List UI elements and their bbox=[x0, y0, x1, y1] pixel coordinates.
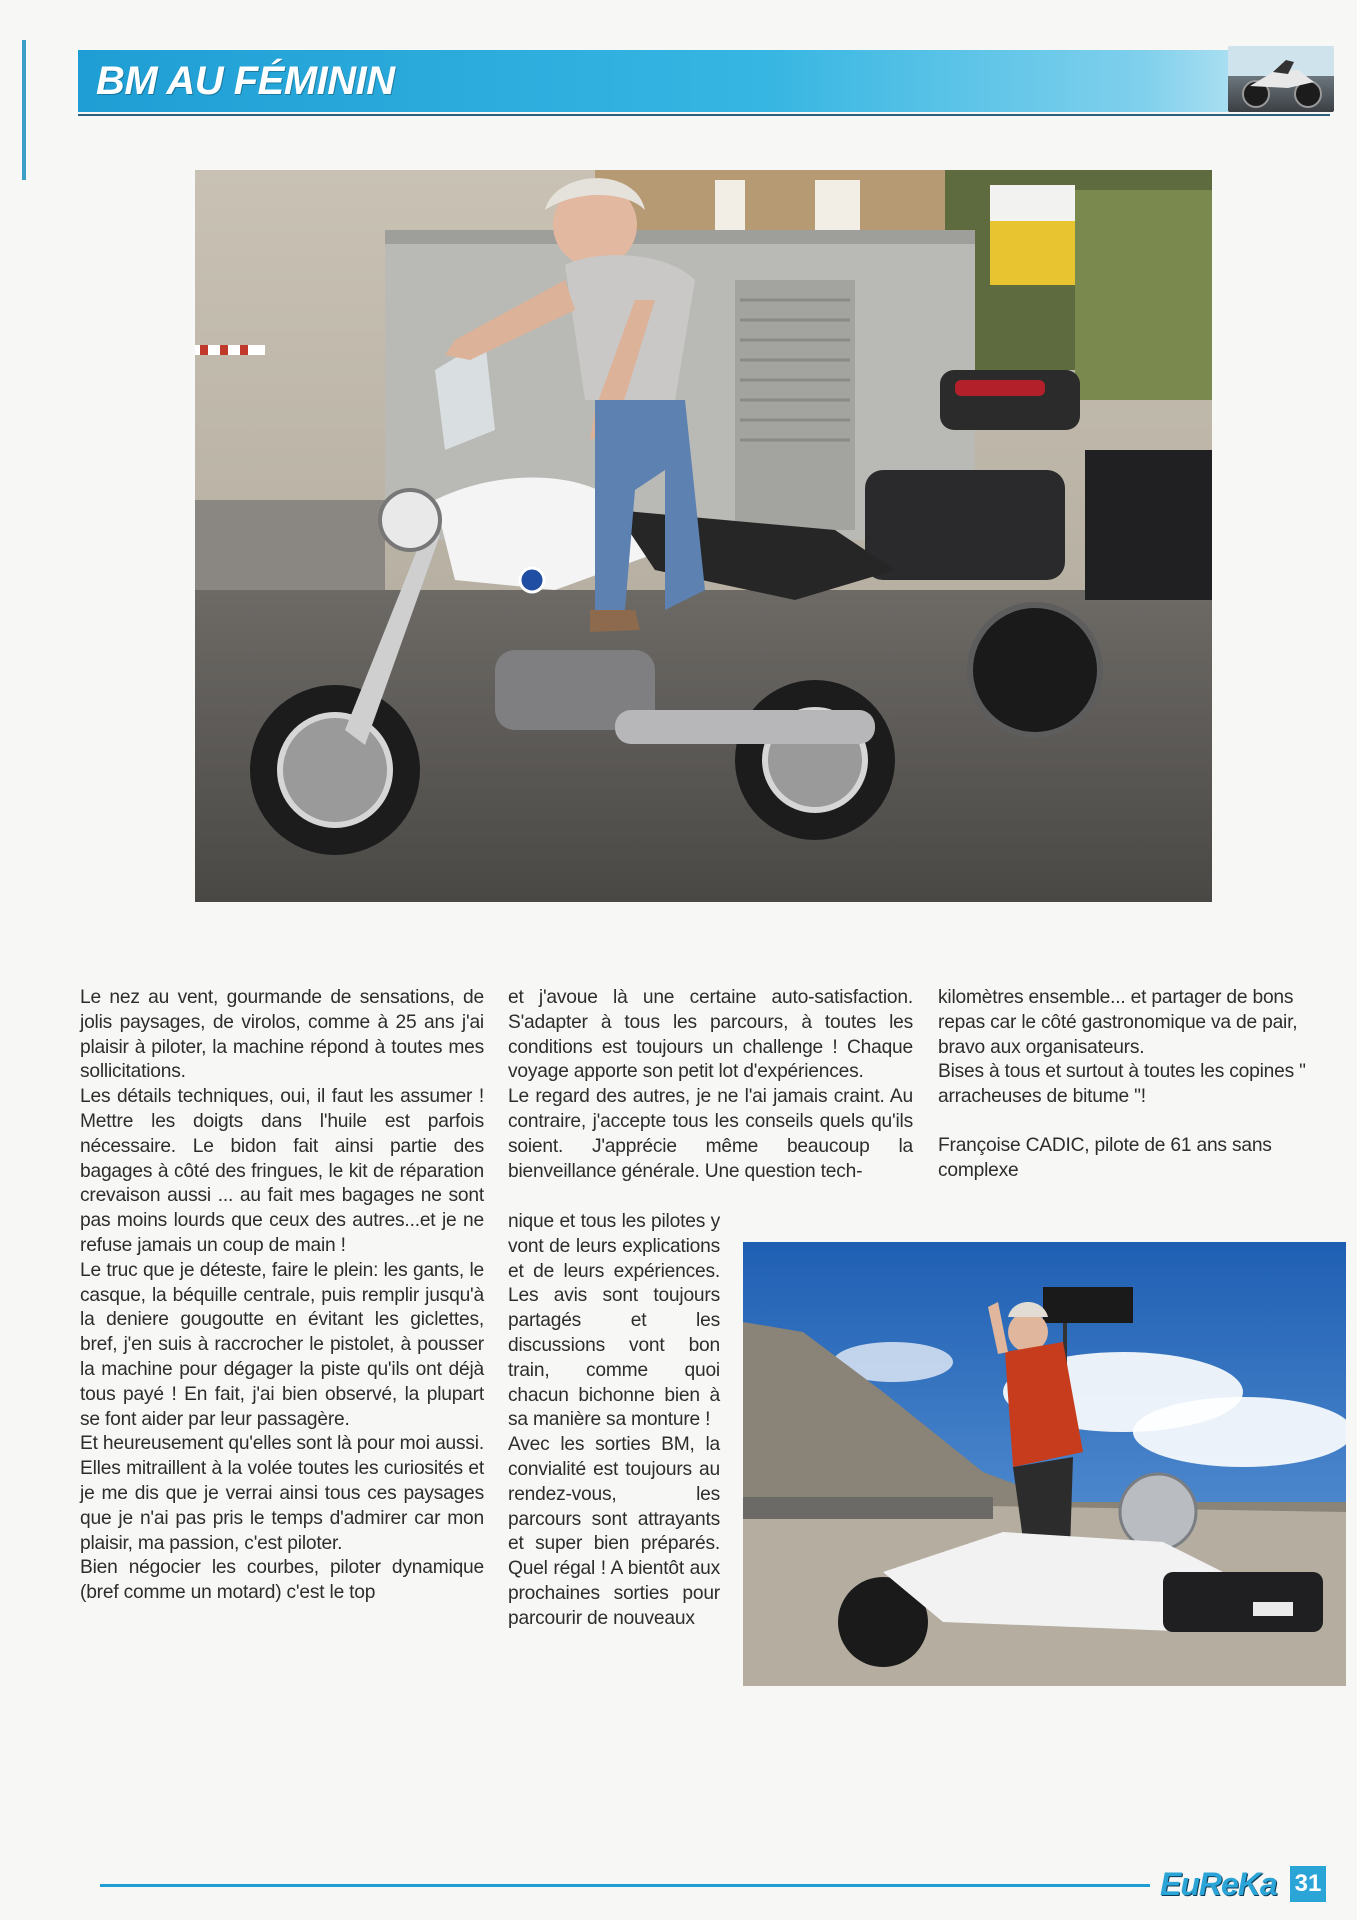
page-number: 31 bbox=[1290, 1866, 1326, 1902]
paragraph: Le regard des autres, je ne l'ai jamais craint. Au contraire, j'accepte tous les conseils quels qu'ils soient. J'apprécie même beaucoup la bienveillance générale. Une question tech- bbox=[508, 1086, 913, 1182]
magazine-logo: EuReKa bbox=[1160, 1866, 1277, 1902]
second-photo bbox=[743, 1242, 1346, 1686]
footer-rule bbox=[100, 1884, 1150, 1887]
header-rule bbox=[78, 114, 1330, 116]
paragraph: Le nez au vent, gourmande de sensations, de jolis paysages, de virolos, comme à 25 ans j'ai plaisir à piloter, la machine répond à toutes mes sollicitations. bbox=[80, 987, 484, 1083]
paragraph: Et heureusement qu'elles sont là pour moi aussi. Elles mitraillent à la volée toutes les curiosités et je me dis que je verrai ainsi tous ces paysages que je n'ai pas pris le temps d'admirer car mon plaisir, ma passion, c'est piloter. bbox=[80, 1433, 484, 1554]
paragraph: Les détails techniques, oui, il faut les assumer ! Mettre les doigts dans l'huile est parfois nécessaire. Le bidon fait ainsi partie des bagages à côté des fringues, le kit de réparation crevaison aussi ... au fait mes bagages ne sont pas moins lourds que ceux des autres...et je ne refuse jamais un coup de main ! bbox=[80, 1086, 484, 1256]
paragraph: et j'avoue là une certaine auto-satisfaction. S'adapter à tous les parcours, à toutes les conditions est toujours un challenge ! Chaque voyage apporte son petit lot d'expériences. bbox=[508, 987, 913, 1083]
paragraph: Le truc que je déteste, faire le plein: les gants, le casque, la béquille centrale, puis remplir jusqu'à la deniere gougoutte en évitant les giclettes, bref, j'en suis à raccrocher le pistolet, à pousser la machine pour dégager la piste qu'ils ont déjà tous payé ! En fait, j'ai bien observé, la plupart se font aider par leur passagère. bbox=[80, 1259, 484, 1430]
article-column-2-wrap bbox=[508, 1210, 720, 1632]
page-edge-mark bbox=[22, 40, 26, 180]
article-column-1 bbox=[80, 986, 484, 1606]
paragraph: Bien négocier les courbes, piloter dynamique (bref comme un motard) c'est le top bbox=[80, 1557, 484, 1604]
section-title: BM AU FÉMININ bbox=[96, 59, 395, 103]
paragraph: kilomètres ensemble... et partager de bons repas car le côté gastronomique va de pair, bravo aux organisateurs. bbox=[938, 987, 1298, 1058]
author-signature: Françoise CADIC, pilote de 61 ans sans complexe bbox=[938, 1134, 1272, 1181]
paragraph: nique et tous les pilotes y vont de leurs explications et de leurs expériences. Les avis sont toujours partagés et les discussions vont bon train, comme quoi chacun bichonne bien à sa manière sa monture ! bbox=[508, 1211, 720, 1431]
article-column-2 bbox=[508, 986, 913, 1184]
article-column-3 bbox=[938, 986, 1342, 1184]
paragraph: Avec les sorties BM, la convialité est toujours au rendez-vous, les parcours sont attrayants et super bien préparés. Quel régal ! A bientôt aux prochaines sorties pour parcourir de nouveaux bbox=[508, 1434, 720, 1629]
motorcycle-thumbnail-icon bbox=[1228, 46, 1334, 112]
paragraph: Bises à tous et surtout à toutes les copines " arracheuses de bitume "! bbox=[938, 1061, 1306, 1108]
main-photo bbox=[195, 170, 1212, 902]
